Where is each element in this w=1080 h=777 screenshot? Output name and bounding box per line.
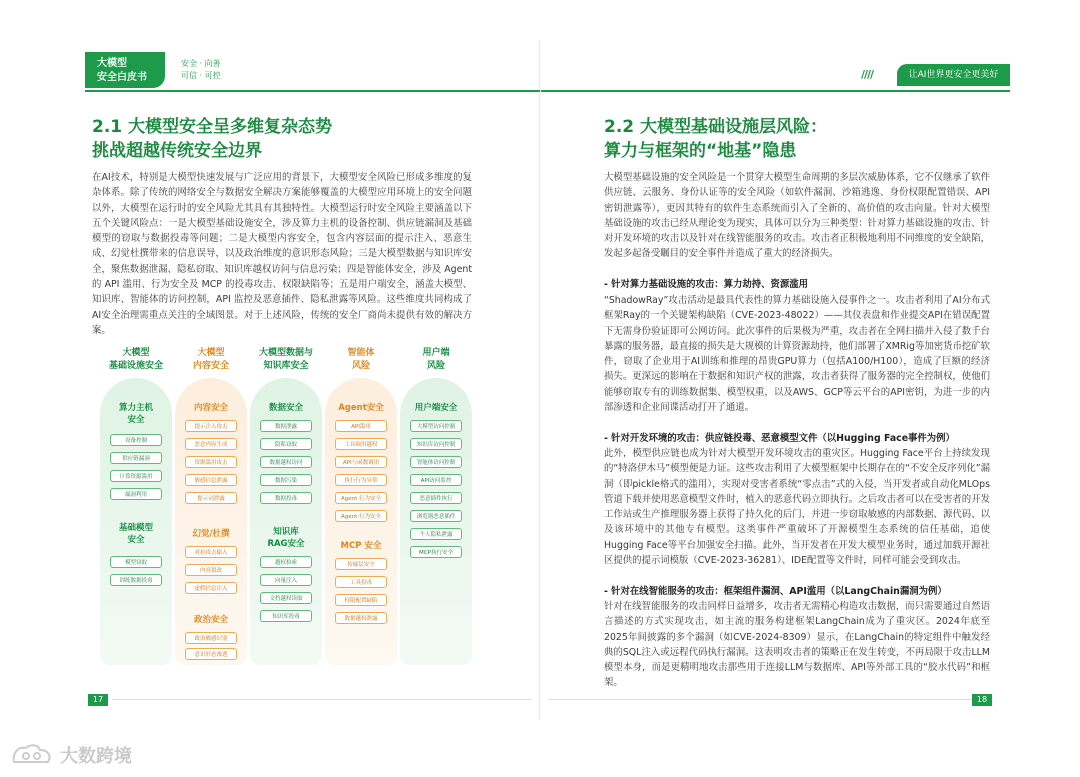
risk-chip: 知识库投毒 — [260, 610, 312, 622]
brand-box — [85, 52, 165, 88]
head-line: 大模型 — [197, 348, 225, 358]
group-title-line: MCP 安全 — [340, 541, 382, 551]
risk-chip: 隐私窃取 — [260, 438, 312, 450]
header-rule-left — [85, 90, 540, 92]
head-line: 大模型 — [122, 348, 150, 358]
risk-chip: 数据越权访问 — [260, 456, 312, 468]
risk-chip: 恶意内容生成 — [185, 438, 237, 450]
risk-chip: MCP执行安全 — [410, 546, 462, 558]
group-title-line: 数据安全 — [268, 403, 303, 413]
risk-chip: 模型窃取 — [110, 556, 162, 568]
page-number-left: 17 — [88, 694, 108, 706]
group-title — [175, 528, 247, 540]
risk-chip: 计算资源滥用 — [110, 470, 162, 482]
risk-chip: 文档越权读取 — [260, 592, 312, 604]
right-header — [541, 64, 1010, 88]
group-title-line: 幻觉/杜撰 — [192, 529, 230, 539]
group-title-line: 政治安全 — [193, 615, 228, 625]
right-intro: 大模型基础设施的安全风险是一个贯穿大模型生命周期的多层次威胁体系，它不仅继承了软件供应链、云服务、身份认证等的安全风险（如软件漏洞、沙箱逃逸、身份权限配置错误、API密钥泄露等），更因其特有的软件生态系统而引入了全新的、高价值的攻击向量。针对大模型基础设施的攻击已经从理论变为现实，具体可以分为三种类型：针对算力基础设施的攻击、针对开发环境的攻击以及针对在线智能服务的攻击。攻击者正积极地利用不同维度的安全缺陷，发起多起备受瞩目的安全事件并造成了重大的经济损失。 — [604, 172, 990, 260]
risk-chip: 越权检索 — [260, 556, 312, 568]
diagram-column — [325, 340, 397, 665]
column-head — [325, 340, 397, 382]
group-title-line: 安全 — [127, 415, 145, 425]
head-line: 内容安全 — [192, 361, 229, 371]
slogan-badge: 让AI世界更安全更美好 — [897, 64, 1010, 86]
head-line: 智能体 — [347, 348, 375, 358]
risk-chip: 传输层安全 — [335, 558, 387, 570]
risk-chip: Agent 行为安全 — [335, 492, 387, 504]
risk-chip: 知识库访问控制 — [410, 438, 462, 450]
risk-chip: 提示词泄露 — [185, 492, 237, 504]
group-title — [100, 402, 172, 426]
risk-chip: 权限配置缺陷 — [335, 594, 387, 606]
column-head — [175, 340, 247, 382]
risk-chip: 个人隐私泄露 — [410, 528, 462, 540]
risk-diagram — [100, 340, 470, 670]
group-title-line: Agent安全 — [338, 403, 384, 413]
risk-chip: 虚假信息注入 — [185, 582, 237, 594]
risk-chip: 工具调用越权 — [335, 438, 387, 450]
risk-chip: 敏感信息泄露 — [185, 474, 237, 486]
risk-chip: 数据泄露 — [260, 420, 312, 432]
group-title-line: 知识库 — [273, 527, 299, 537]
head-line: 风险 — [351, 361, 370, 371]
subheading-compute: - 针对算力基础设施的攻击：算力劫持、资源滥用 — [604, 279, 809, 290]
para-compute: “ShadowRay”攻击活动是最具代表性的算力基础设施入侵事件之一。攻击者利用了AI分布式框架Ray的一个关键架构缺陷（CVE-2023-48022）——其仪表盘和作业提交API在错误配置下无需身份验证即可公网访问。此次事件的后果极为严重，攻击者在全网扫描并入侵了数千台暴露的服务器，最直接的损失是大规模的计算资源劫持，他们部署了XMRig等加密货币挖矿软件，窃取了企业用于AI训练和推理的昂贵GPU算力（包括A100/H100），造成了巨额的经济损失。更深远的影响在于数据和知识产权的泄露，攻击者获得了服务器的完全控制权，使他们能够窃取专有的训练数据集、模型权重，以及AWS、GCP等云平台的API密钥，为进一步的内部渗透和企业间谍活动打开了通道。 — [604, 295, 990, 414]
header-rule-right — [541, 90, 1010, 92]
footer-rule-left — [112, 699, 532, 700]
section-title-2-2 — [604, 115, 827, 163]
risk-chip: 提示注入攻击 — [185, 420, 237, 432]
subheading-online: - 针对在线智能服务的攻击：框架组件漏洞、API滥用（以LangChain漏洞为例） — [604, 586, 947, 597]
risk-chip: 意识形态渗透 — [185, 648, 237, 660]
column-head — [100, 340, 172, 382]
risk-chip: API与函数调用 — [335, 456, 387, 468]
page-number-right: 18 — [972, 694, 992, 706]
watermark-logo-icon — [10, 742, 54, 768]
risk-chip: 设备控制 — [110, 434, 162, 446]
risk-chip: 政治敏感识别 — [185, 632, 237, 644]
risk-chip: 工具投毒 — [335, 576, 387, 588]
title-line1: 2.2 大模型基础设施层风险： — [604, 117, 828, 137]
risk-chip: 资源滥用攻击 — [185, 456, 237, 468]
group-title — [325, 540, 397, 552]
group-title — [325, 402, 397, 414]
diagram-column — [400, 340, 472, 665]
head-line: 用户端 — [422, 348, 450, 358]
risk-chip: Agent 行为安全 — [335, 510, 387, 522]
left-header — [85, 52, 540, 88]
para-online: 针对在线智能服务的攻击同样日益增多，攻击者无需精心构造攻击数据，而只需要通过自然语言描述的方式实现攻击，如主流的服务构建框架LangChain成为了重灾区。2024年底至2025年间披露的多个漏洞（如CVE-2024-8309）显示，在LangChain的特定组件中触发经典的SQL注入或远程代码执行漏洞。这表明攻击者的策略正在发生转变，不再局限于攻击LLM模型本身，而是更精明地攻击那些用于连接LLM与数据库、API等外部工具的“胶水代码”和框架。 — [604, 601, 990, 689]
risk-chip: 智能体访问控制 — [410, 456, 462, 468]
brand-line2: 安全白皮书 — [97, 72, 147, 83]
slash-decoration: //// — [861, 68, 874, 81]
tagline — [181, 58, 221, 82]
group-title — [175, 614, 247, 626]
gutter — [539, 40, 541, 720]
left-paragraph: 在AI技术，特别是大模型快速发展与广泛应用的背景下，大模型安全风险已形成多维度的复杂体系。除了传统的网络安全与数据安全解决方案能够覆盖的大模型应用环境上的安全问题以外，大模型在运行时的安全风险尤其具有其独特性。大模型运行时安全风险主要涵盖以下五个关键风险点：一是大模型基础设施安全，涉及算力主机的设备控制、供应链漏洞及基础模型的窃取与数据投毒等问题；二是大模型内容安全，包含内容层面的提示注入、恶意生成、幻觉杜撰带来的信息误导，以及政治维度的意识形态风险；三是大模型数据与知识库安全，聚焦数据泄漏、隐私窃取、知识库越权访问与信息污染；四是智能体安全，涉及 Agent 的 API 滥用、行为安全及 MCP 的投毒攻击、权限缺陷等；五是用户端安全，涵盖大模型、知识库、智能体的访问控制，API 监控及恶意插件、隐私泄露等风险。这些维度共同构成了AI安全治理需重点关注的全域图景。对于上述风险，传统的安全厂商尚未提供有效的解决方案。 — [92, 172, 472, 336]
group-title — [250, 402, 322, 414]
tagline-line2: 可信 · 可控 — [181, 71, 221, 80]
risk-chip: 训练数据投毒 — [110, 574, 162, 586]
group-title-line: 内容安全 — [193, 403, 228, 413]
risk-chip: 数据投毒 — [260, 492, 312, 504]
risk-chip: 执行行为异常 — [335, 474, 387, 486]
diagram-column — [175, 340, 247, 665]
risk-chip: 恶意插件执行 — [410, 492, 462, 504]
group-title-line: 算力主机 — [118, 403, 153, 413]
head-line: 知识库安全 — [263, 361, 309, 371]
group-title-line: 基础模型 — [118, 523, 153, 533]
head-line: 基础设施安全 — [108, 361, 163, 371]
risk-chip: API访问监控 — [410, 474, 462, 486]
column-head — [250, 340, 322, 382]
group-title — [250, 526, 322, 550]
brand-line1: 大模型 — [97, 58, 127, 69]
group-title — [400, 402, 472, 414]
risk-chip: 内容篡改 — [185, 564, 237, 576]
risk-chip: 数据越权泄露 — [335, 612, 387, 624]
diagram-column — [100, 340, 172, 665]
group-title-line: 用户端安全 — [414, 403, 458, 413]
watermark-text: 大数跨境 — [60, 746, 132, 767]
group-title-line: 安全 — [127, 535, 145, 545]
risk-chip: 漏洞利用 — [110, 488, 162, 500]
title-line1: 2.1 大模型安全呈多维复杂态势 — [92, 117, 333, 137]
footer-rule-right — [548, 699, 978, 700]
head-line: 风险 — [426, 361, 445, 371]
column-head — [400, 340, 472, 382]
risk-chip: 供应链漏洞 — [110, 452, 162, 464]
subheading-devenv: - 针对开发环境的攻击：供应链投毒、恶意模型文件（以Hugging Face事件为例） — [604, 433, 955, 444]
group-title — [175, 402, 247, 414]
section-title-2-1 — [92, 115, 332, 163]
group-title — [100, 522, 172, 546]
risk-chip: 对抗攻击输入 — [185, 546, 237, 558]
group-title-line: RAG安全 — [267, 539, 305, 549]
title-line2: 挑战超越传统安全边界 — [92, 141, 262, 161]
title-line2: 算力与框架的“地基”隐患 — [604, 141, 797, 161]
watermark — [10, 740, 170, 770]
risk-chip: 浏览器恶意插件 — [410, 510, 462, 522]
risk-chip: 向量注入 — [260, 574, 312, 586]
tagline-line1: 安全 · 向善 — [181, 59, 221, 68]
risk-chip: 数据污染 — [260, 474, 312, 486]
diagram-column — [250, 340, 322, 665]
risk-chip: API滥用 — [335, 420, 387, 432]
para-devenv: 此外，模型供应链也成为针对大模型开发环境攻击的重灾区。Hugging Face平台上持续发现的“特洛伊木马”模型便是力证。这些攻击利用了大模型框架中长期存在的“不安全反序列化”漏洞（即pickle格式的滥用），实现对受害者系统“零点击”式的入侵，当开发者或自动化MLOps管道下载并使用恶意模型文件时，植入的恶意代码立即执行。之后攻击者可以在受害者的开发工作站或生产推理服务器上获得了持久化的后门，并进一步窃取敏感的内部数据、源代码、以及该环境中的其他专有模型。这类事件严重破坏了开源模型生态系统的信任基础，追使Hugging Face等平台加强安全扫描。此外，当开发者在开发大模型业务时，通过加载开源社区提供的提示词模版（CVE-2023-36281）、IDE配置等文件时，同样可能会受到攻击。 — [604, 448, 990, 567]
head-line: 大模型数据与 — [258, 348, 313, 358]
risk-chip: 大模型访问控制 — [410, 420, 462, 432]
